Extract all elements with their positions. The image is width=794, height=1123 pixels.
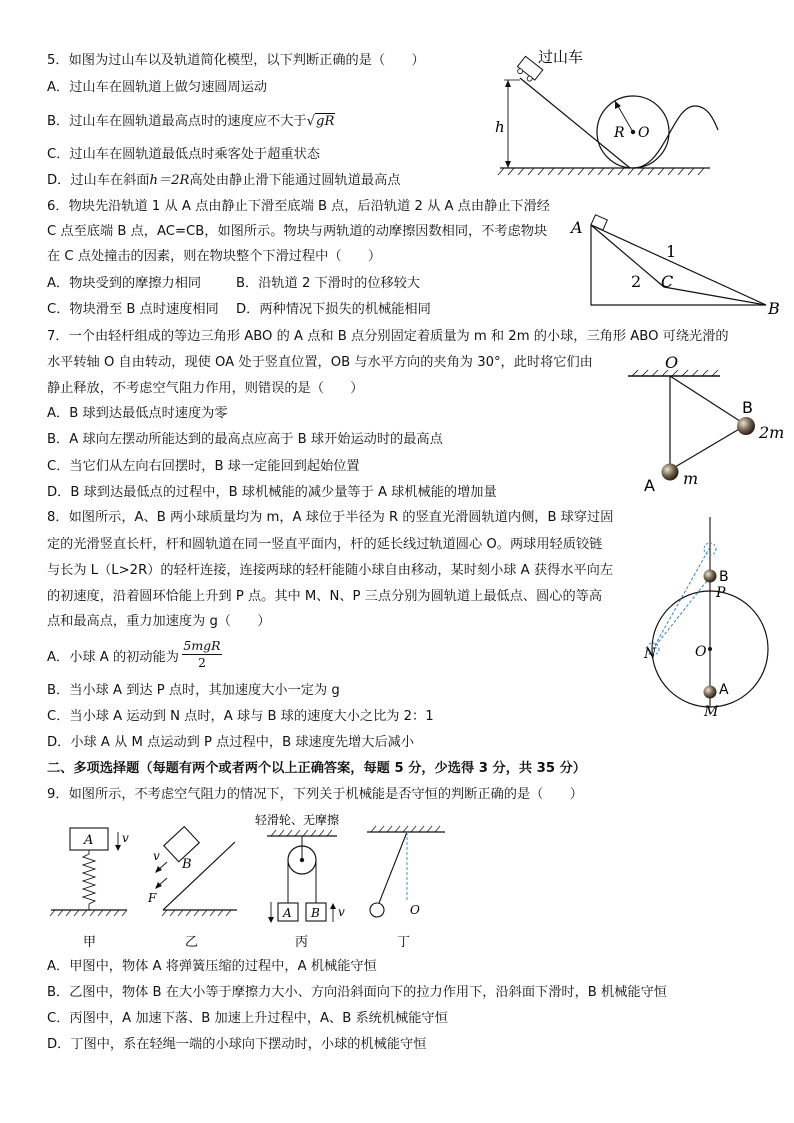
- q6-line-2: C 点至底端 B 点，AC=CB，如图所示。物块与两轨道的动摩擦因数相同，不考虑物块: [47, 224, 548, 239]
- q9-option-c: C．丙图中，A 加速下落、B 加速上升过程中，A、B 系统机械能守恒: [47, 1011, 448, 1026]
- q6-option-d: D．两种情况下损失的机械能相同: [236, 302, 431, 317]
- q8-fig-label-N: N: [644, 646, 657, 662]
- q9-yi-block-label: B: [182, 857, 192, 872]
- q8-option-d: D．小球 A 从 M 点运动到 P 点过程中，B 球速度先增大后减小: [47, 735, 415, 750]
- q5-stem: 5．如图为过山车以及轨道简化模型，以下判断正确的是（ ）: [47, 53, 425, 68]
- q6-fig-label-B: B: [768, 299, 780, 318]
- q8-circle-rod-figure: [640, 515, 790, 720]
- q9-option-a: A．甲图中，物体 A 将弹簧压缩的过程中，A 机械能守恒: [47, 959, 377, 974]
- q5-fig-label-O: O: [638, 125, 650, 141]
- q9-four-panels-figure: [45, 810, 465, 955]
- q8-fig-label-A: A: [719, 682, 729, 698]
- q9-pulley-note: 轻滑轮、无摩擦: [255, 813, 340, 827]
- q5-option-b: [47, 113, 335, 131]
- q7-option-c: C．当它们从左向右回摆时，B 球一定能回到起始位置: [47, 459, 360, 474]
- q6-line-1: 6．物块先沿轨道 1 从 A 点由静止下滑至底端 B 点，后沿轨道 2 从 A 点由静止下滑经: [47, 199, 550, 214]
- q8-fig-label-O: O: [695, 644, 707, 660]
- q8-line-4: 的初速度，沿着圆环恰能上升到 P 点。其中 M、N、P 三点分别为圆轨道上最低点、圆心的等高: [47, 589, 603, 604]
- q5-rollercoaster-figure: [490, 40, 720, 180]
- fraction-denominator: 2: [198, 655, 206, 670]
- q8-fig-label-P: P: [716, 585, 726, 601]
- q6-option-b: B．沿轨道 2 下滑时的位移较大: [236, 276, 421, 291]
- q6-line-3: 在 C 点处撞击的因素，则在物块整个下滑过程中（ ）: [47, 249, 382, 264]
- q7-fig-label-m: m: [683, 469, 699, 488]
- q6-fig-label-2: 2: [631, 272, 642, 291]
- sqrt-sign: √: [306, 114, 316, 129]
- q8-line-5: 点和最高点，重力加速度为 g（ ）: [47, 614, 271, 629]
- q7-option-d: D．B 球到达最低点的过程中，B 球机械能的减少量等于 A 球机械能的增加量: [47, 485, 497, 500]
- q9-bing-block-A: A: [283, 906, 292, 920]
- q9-label-jia: 甲: [83, 935, 97, 950]
- q6-fig-label-C: C: [661, 272, 674, 291]
- q8-option-c: C．当小球 A 运动到 N 点时，A 球与 B 球的速度大小之比为 2：1: [47, 709, 434, 724]
- q9-jia-v-label: v: [122, 831, 129, 845]
- q7-option-a: A．B 球到达最低点时速度为零: [47, 406, 228, 421]
- q9-bing-block-B: B: [311, 906, 320, 920]
- q5-option-b-sqrt: gR: [316, 114, 335, 129]
- q6-fig-label-A: A: [571, 218, 583, 237]
- q5-option-d-math: h＝2R: [149, 173, 190, 188]
- q6-fig-label-1: 1: [666, 242, 677, 261]
- q7-fig-label-O: O: [665, 353, 679, 372]
- q5-fig-label-R: R: [614, 125, 625, 141]
- q9-yi-v-label: v: [153, 849, 160, 863]
- section-2-title: 二、多项选择题（每题有两个或者两个以上正确答案，每题 5 分，少选得 3 分，共 35 分）: [47, 761, 586, 776]
- q5-fig-title: 过山车: [538, 48, 584, 66]
- q8-fig-label-M: M: [704, 704, 719, 720]
- q6-incline-figure: [566, 210, 786, 320]
- q9-yi-F-label: F: [148, 891, 157, 905]
- q9-label-ding: 丁: [397, 935, 411, 950]
- q7-line-1: 7．一个由轻杆组成的等边三角形 ABO 的 A 点和 B 点分别固定着质量为 m 和 2m 的小球，三角形 ABO 可绕光滑的: [47, 329, 729, 344]
- q5-option-d-suffix: 高处由静止滑下能通过圆轨道最高点: [189, 173, 401, 188]
- q9-option-b: B．乙图中，物体 B 在大小等于摩擦力大小、方向沿斜面向下的拉力作用下，沿斜面下滑时，B 机械能守恒: [47, 985, 667, 1000]
- q8-line-2: 定的光滑竖直长杆，杆和圆轨道在同一竖直平面内，杆的延长线过轨道圆心 O。两球用轻质铰链: [47, 537, 603, 552]
- q9-jia-block-label: A: [84, 833, 94, 848]
- q8-line-1: 8．如图所示，A、B 两小球质量均为 m，A 球位于半径为 R 的竖直光滑圆轨道内侧，B 球穿过固: [47, 510, 614, 525]
- q9-label-yi: 乙: [185, 935, 199, 950]
- q6-option-c: C．物块滑至 B 点时速度相同: [47, 302, 219, 317]
- q7-option-b: B．A 球向左摆动所能达到的最高点应高于 B 球开始运动时的最高点: [47, 432, 443, 447]
- q5-option-b-text: B．过山车在圆轨道最高点时的速度应不大于: [47, 114, 307, 129]
- q9-ding-O-label: O: [410, 903, 420, 917]
- q5-option-d-prefix: D．过山车在斜面: [47, 173, 150, 188]
- q8-option-b: B．当小球 A 到达 P 点时，其加速度大小一定为 g: [47, 683, 340, 698]
- q8-option-a-fraction: [182, 638, 222, 671]
- q9-label-bing: 丙: [295, 935, 309, 950]
- q9-stem: 9．如图所示，不考虑空气阻力的情况下，下列关于机械能是否守恒的判断正确的是（ ）: [47, 787, 583, 802]
- q5-option-d: [47, 172, 400, 190]
- q9-option-d: D．丁图中，系在轻绳一端的小球向下摆动时，小球的机械能守恒: [47, 1037, 427, 1052]
- q7-fig-label-2m: 2m: [759, 423, 785, 442]
- q7-triangle-figure: [620, 352, 790, 497]
- q6-option-a: A．物块受到的摩擦力相同: [47, 276, 202, 291]
- q8-line-3: 与长为 L（L>2R）的轻杆连接，连接两球的轻杆能随小球自由移动，某时刻小球 A 获得水平向左: [47, 563, 614, 578]
- q8-fig-label-B: B: [719, 569, 729, 585]
- fraction-numerator: 5mgR: [183, 638, 221, 653]
- q5-fig-label-h: h: [495, 118, 505, 136]
- q5-option-a: A．过山车在圆轨道上做匀速圆周运动: [47, 80, 268, 95]
- q9-bing-v-label: v: [338, 905, 345, 919]
- q7-line-2: 水平转轴 O 自由转动，现使 OA 处于竖直位置，OB 与水平方向的夹角为 30°，此时将它们由: [47, 355, 593, 370]
- q7-fig-label-B: B: [742, 398, 753, 417]
- q7-fig-label-A: A: [644, 476, 655, 495]
- q8-option-a: A．小球 A 的初动能为: [47, 650, 179, 665]
- q7-line-3: 静止释放，不考虑空气阻力作用，则错误的是（ ）: [47, 381, 364, 396]
- q5-option-c: C．过山车在圆轨道最低点时乘客处于超重状态: [47, 147, 320, 162]
